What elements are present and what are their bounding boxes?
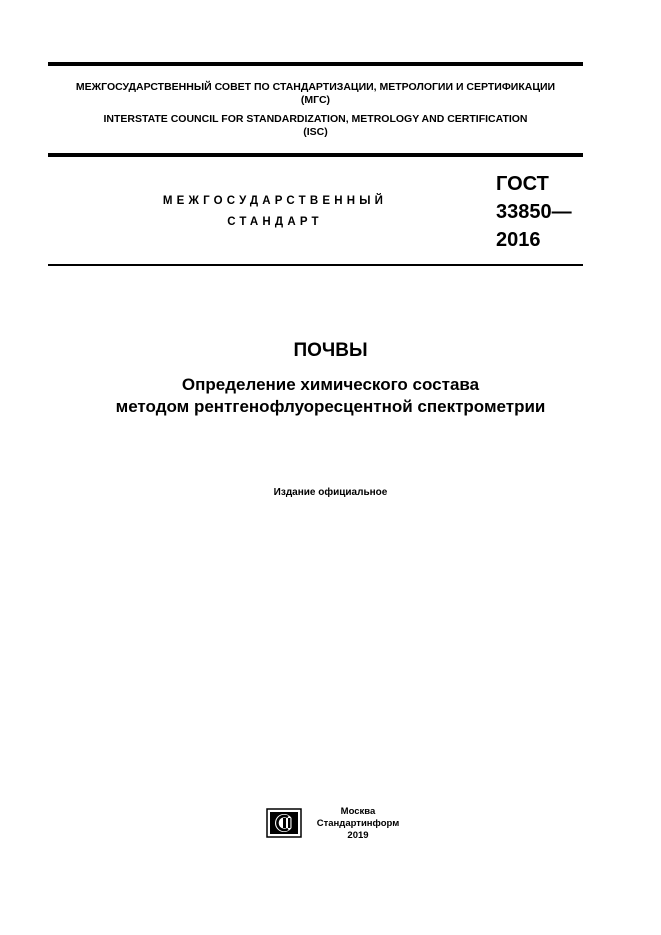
council-en	[48, 113, 583, 139]
publisher-city: Москва	[340, 806, 376, 817]
subtitle-line2: методом рентгенофлуоресцентной спектрометрии	[115, 397, 546, 416]
interstate-standard-label	[120, 191, 430, 233]
council-en-name: INTERSTATE COUNCIL FOR STANDARDIZATION, METROLOGY AND CERTIFICATION	[103, 113, 528, 125]
publisher-year: 2019	[347, 830, 369, 841]
publisher-info	[310, 806, 406, 842]
official-edition-label: Издание официальное	[273, 487, 388, 498]
gost-line2: 33850—	[496, 201, 572, 223]
top-rule	[48, 62, 583, 66]
standard-label-line2: СТАНДАРТ	[227, 216, 323, 228]
gost-line1: ГОСТ	[496, 173, 549, 195]
council-ru	[48, 81, 583, 107]
council-ru-name: МЕЖГОСУДАРСТВЕННЫЙ СОВЕТ ПО СТАНДАРТИЗАЦИИ, МЕТРОЛОГИИ И СЕРТИФИКАЦИИ	[75, 81, 556, 93]
standard-rule	[48, 264, 583, 266]
document-subtitle	[0, 374, 661, 418]
standard-label-line1: МЕЖГОСУДАРСТВЕННЫЙ	[162, 195, 388, 207]
gost-designation	[496, 170, 572, 254]
council-en-abbr: (ISC)	[303, 126, 328, 138]
document-title: ПОЧВЫ	[293, 340, 368, 361]
subtitle-line1: Определение химического состава	[181, 375, 480, 394]
standartinform-logo-icon	[266, 808, 302, 838]
header-rule	[48, 153, 583, 157]
gost-line3: 2016	[496, 229, 541, 251]
council-ru-abbr: (МГС)	[300, 94, 331, 106]
publisher-name: Стандартинформ	[316, 818, 400, 829]
